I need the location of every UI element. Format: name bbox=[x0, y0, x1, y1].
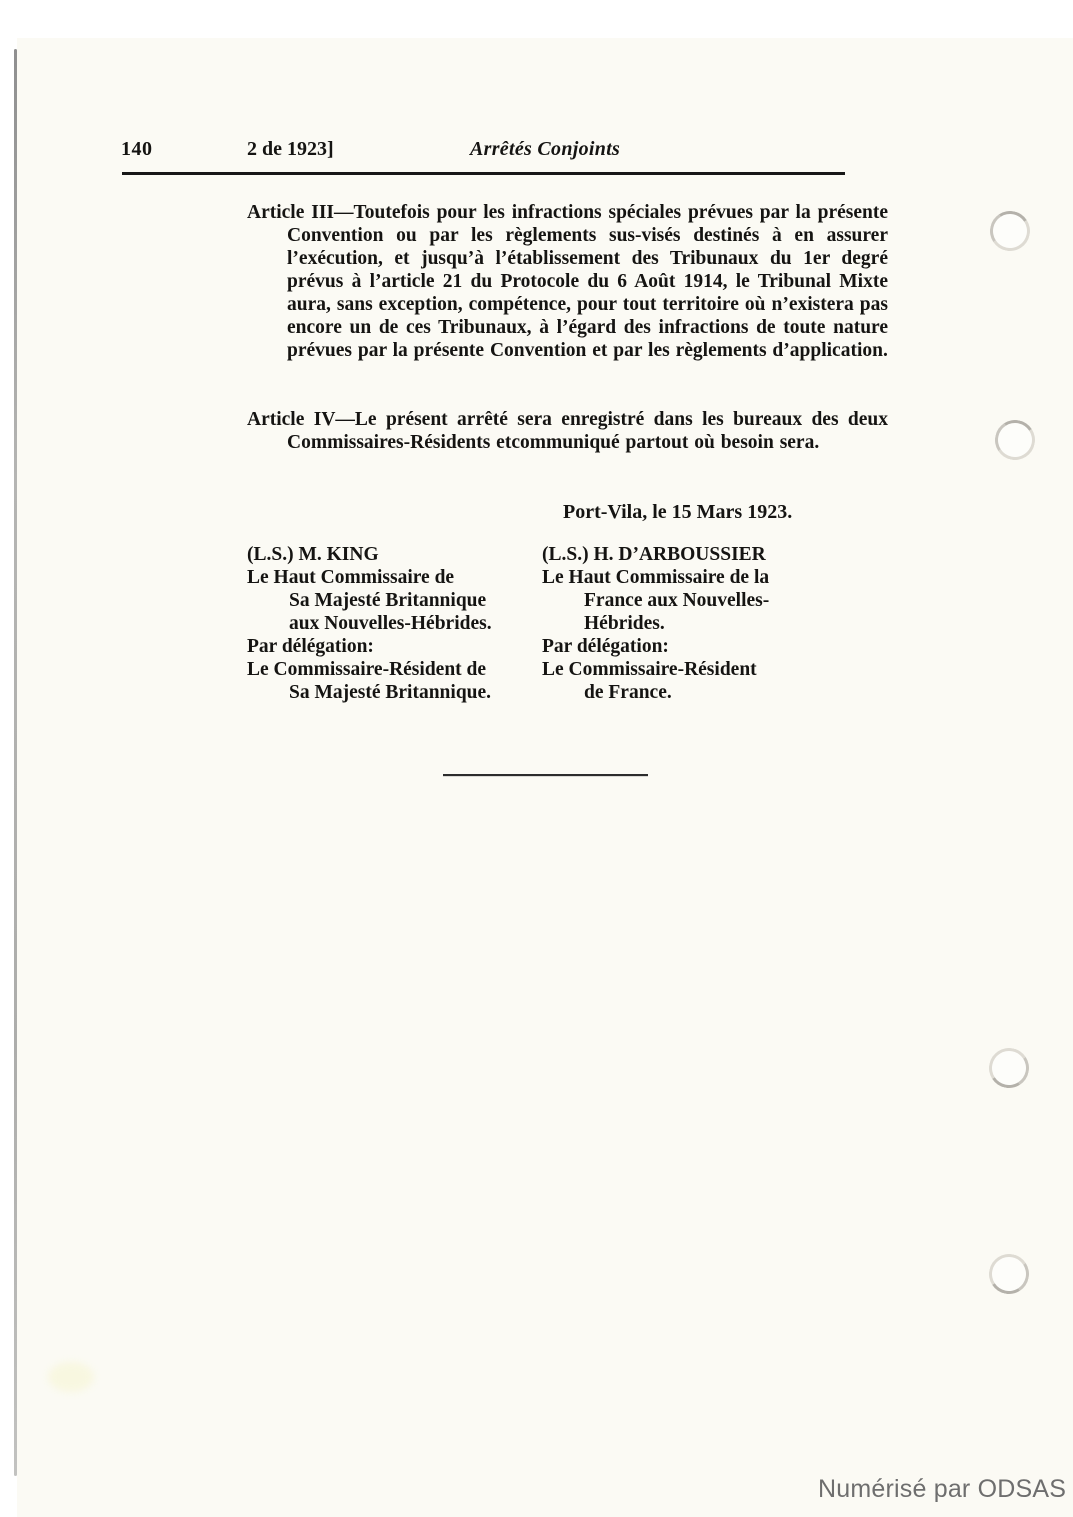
signature-line: Le Haut Commissaire de bbox=[247, 567, 455, 588]
issue-reference: 2 de 1923] bbox=[247, 138, 334, 160]
page-edge-shadow bbox=[14, 49, 17, 1476]
signature-line: (L.S.) H. D’ARBOUSSIER bbox=[542, 544, 766, 565]
scan-smudge bbox=[48, 1362, 94, 1392]
signature-block-french bbox=[542, 543, 769, 704]
signature-line: Par délégation: bbox=[542, 636, 669, 657]
signature-line: aux Nouvelles-Hébrides. bbox=[289, 613, 492, 634]
section-divider-rule bbox=[443, 774, 648, 776]
article-iii-paragraph: Article III—Toutefois pour les infractions spéciales prévues par la présente Convention ou par les règlements sus-visés destinés à en assurer l’exécution, et jusqu’à l’établissement des Tribunaux du 1er degré prévus à l’article 21 du Protocole du 6 Août 1914, le Tribunal Mixte aura, sans exception, compétence, pour tout territoire où n’existera pas encore un de ces Tribunaux, à l’égard des infractions de toute nature prévues par la présente Convention et par les règlements d’application. bbox=[247, 202, 888, 361]
signature-line: Par délégation: bbox=[247, 636, 374, 657]
signature-line: Le Commissaire-Résident bbox=[542, 659, 757, 680]
running-title: Arrêtés Conjoints bbox=[470, 138, 621, 160]
page-number: 140 bbox=[121, 138, 153, 160]
signature-line: de France. bbox=[584, 682, 672, 703]
signature-line: (L.S.) M. KING bbox=[247, 544, 379, 565]
signature-block-british bbox=[247, 543, 492, 704]
signature-line: Sa Majesté Britannique. bbox=[289, 682, 492, 703]
dateline: Port-Vila, le 15 Mars 1923. bbox=[563, 501, 793, 523]
signature-line: Le Haut Commissaire de la bbox=[542, 567, 770, 588]
header-rule bbox=[122, 172, 845, 175]
signature-line: France aux Nouvelles- bbox=[584, 590, 770, 611]
scan-credit: Numérisé par ODSAS bbox=[818, 1475, 1067, 1503]
signature-line: Hébrides. bbox=[584, 613, 665, 634]
signature-line: Le Commissaire-Résident de bbox=[247, 659, 487, 680]
article-iv-paragraph: Article IV—Le présent arrêté sera enregistré dans les bureaux des deux Commissaires-Résidents etcommuniqué partout où besoin sera. bbox=[247, 409, 888, 453]
signature-line: Sa Majesté Britannique bbox=[289, 590, 487, 611]
